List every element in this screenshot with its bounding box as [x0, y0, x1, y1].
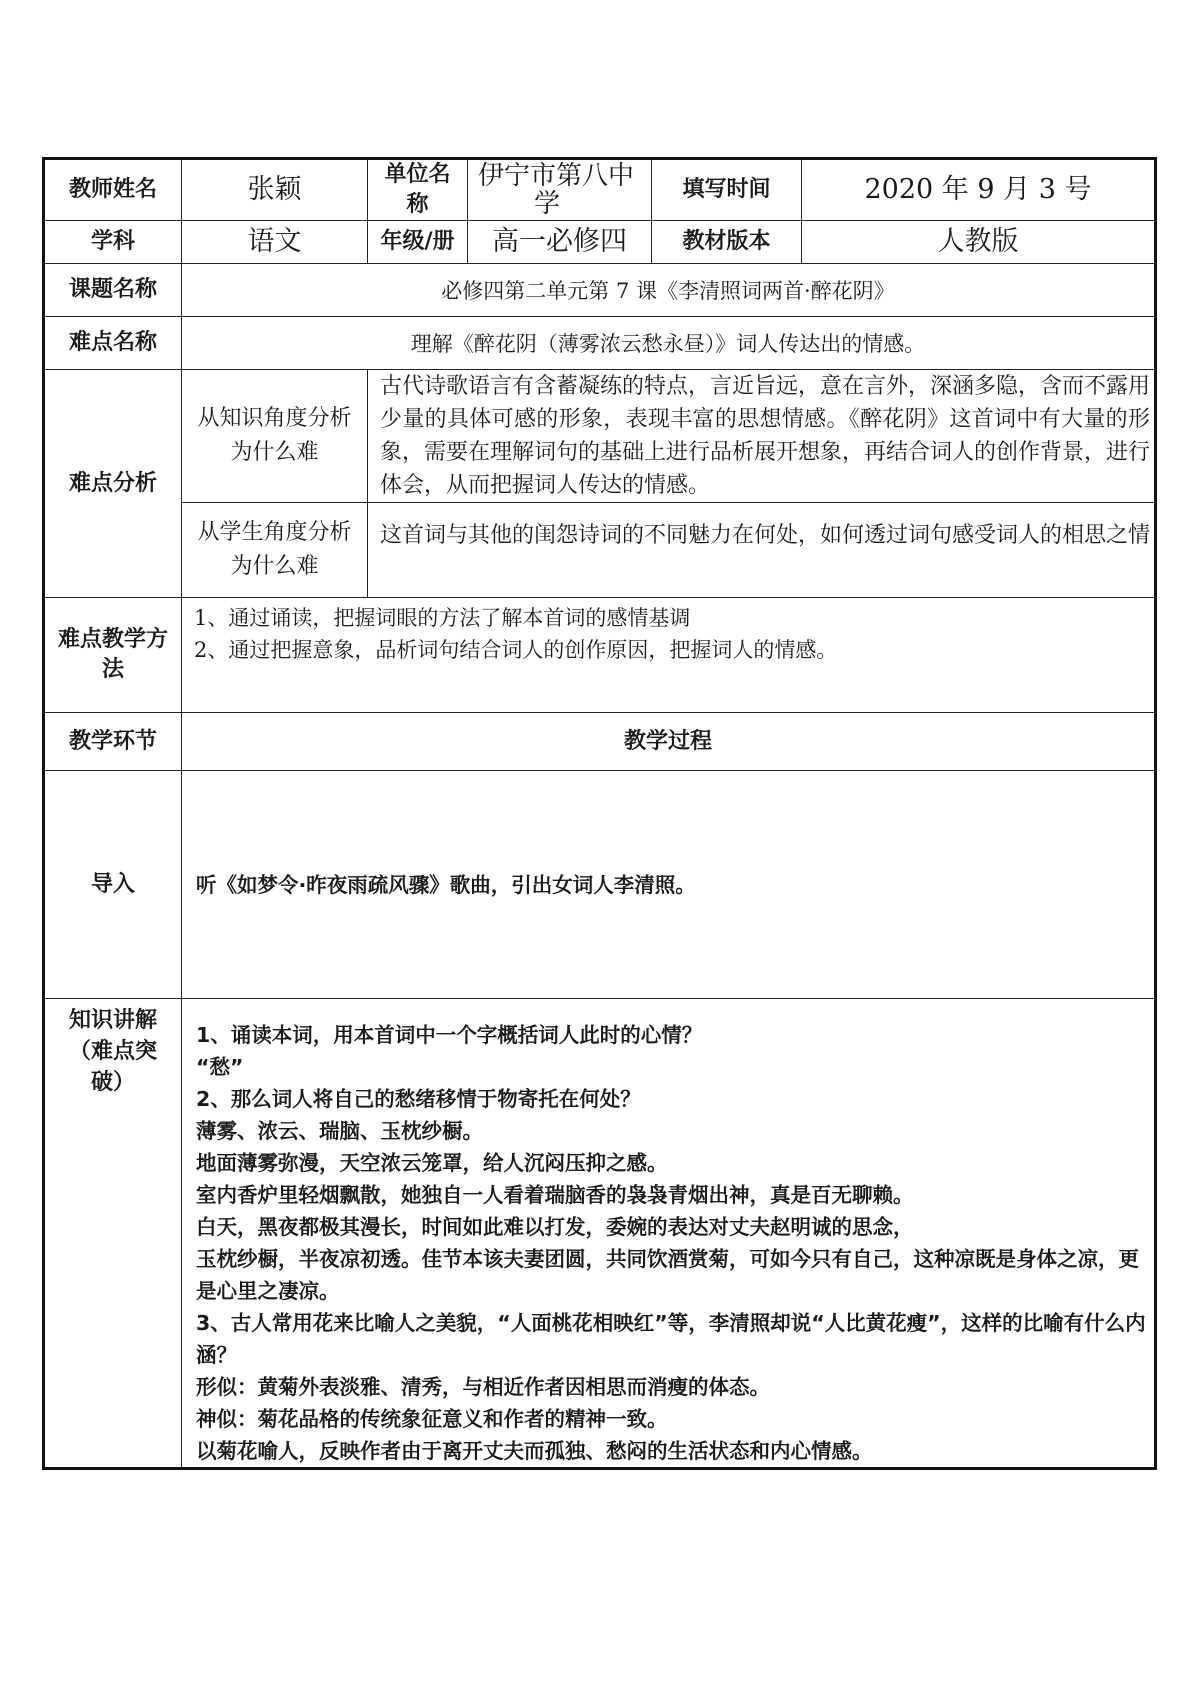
method-row [44, 598, 1156, 713]
knowledge-angle-text: 古代诗歌语言有含蓄凝练的特点，言近旨远，意在言外，深涵多隐，含而不露用少量的具体可感的形象，表现丰富的思想情感。《醉花阴》这首词中有大量的形象，需要在理解词句的基础上进行品析展开想象，再结合词人的创作背景，进行体会，从而把握词人传达的情感。 [368, 370, 1156, 503]
unit-value-line1: 伊宁市第八中 [478, 161, 635, 191]
knowledge-line: 以菊花喻人，反映作者由于离开丈夫而孤独、愁闷的生活状态和内心情感。 [196, 1439, 873, 1463]
subject-label: 学科 [44, 221, 182, 264]
knowledge-label [44, 999, 182, 1469]
knowledge-line: 白天，黑夜都极其漫长，时间如此难以打发，委婉的表达对丈夫赵明诚的思念， [196, 1215, 914, 1239]
date-label: 填写时间 [652, 159, 802, 221]
edition-label: 教材版本 [652, 221, 802, 264]
date-value: 2020 年 9 月 3 号 [802, 159, 1156, 221]
method-label-line2: 法 [101, 657, 124, 682]
lesson-plan-table [42, 157, 1157, 1470]
topic-row [44, 264, 1156, 317]
knowledge-line: 神似：菊花品格的传统象征意义和作者的精神一致。 [196, 1407, 668, 1431]
header-row-2 [44, 221, 1156, 264]
difficulty-row [44, 317, 1156, 370]
header-row-1 [44, 159, 1156, 221]
knowledge-content [182, 999, 1156, 1469]
knowledge-line: 室内香炉里轻烟飘散，她独自一人看着瑞脑香的袅袅青烟出神，真是百无聊赖。 [196, 1183, 914, 1207]
knowledge-row [44, 999, 1156, 1469]
knowledge-label-line2: （难点突 [68, 1039, 157, 1064]
method-label [44, 598, 182, 713]
unit-value-line2: 学 [534, 189, 561, 219]
knowledge-line: 1、诵读本词，用本首词中一个字概括词人此时的心情？ [196, 1023, 703, 1047]
topic-value: 必修四第二单元第 7 课《李清照词两首·醉花阴》 [182, 264, 1156, 317]
knowledge-line: “愁” [196, 1055, 244, 1079]
grade-value: 高一必修四 [468, 221, 652, 264]
knowledge-angle-label [182, 370, 368, 503]
knowledge-label-line1: 知识讲解 [68, 1008, 157, 1033]
intro-row [44, 771, 1156, 999]
student-angle-text: 这首词与其他的闺怨诗词的不同魅力在何处，如何透过词句感受词人的相思之情 [368, 503, 1156, 598]
student-angle-label [182, 503, 368, 598]
student-angle-line2: 为什么难 [230, 554, 319, 579]
method-item: 2、通过把握意象，品析词句结合词人的创作原因，把握词人的情感。 [194, 638, 838, 662]
intro-label: 导入 [44, 771, 182, 999]
stage-label: 教学环节 [44, 713, 182, 771]
teacher-name: 张颖 [182, 159, 368, 221]
process-header-row [44, 713, 1156, 771]
analysis-label: 难点分析 [44, 370, 182, 598]
topic-label: 课题名称 [44, 264, 182, 317]
knowledge-angle-line1: 从知识角度分析 [197, 406, 352, 431]
knowledge-line: 薄雾、浓云、瑞脑、玉枕纱橱。 [196, 1119, 483, 1143]
unit-label [368, 159, 468, 221]
method-label-line1: 难点教学方 [57, 627, 168, 652]
grade-label: 年级/册 [368, 221, 468, 264]
difficulty-label: 难点名称 [44, 317, 182, 370]
knowledge-angle-line2: 为什么难 [230, 440, 319, 465]
teacher-label: 教师姓名 [44, 159, 182, 221]
edition-value: 人教版 [802, 221, 1156, 264]
knowledge-label-line3: 破） [90, 1070, 135, 1095]
process-label: 教学过程 [182, 713, 1156, 771]
knowledge-line: 2、那么词人将自己的愁绪移情于物寄托在何处？ [196, 1087, 641, 1111]
unit-value [468, 159, 652, 221]
intro-text: 听《如梦令·昨夜雨疏风骤》歌曲，引出女词人李清照。 [182, 771, 1156, 999]
knowledge-line: 玉枕纱橱，半夜凉初透。佳节本该夫妻团圆，共同饮酒赏菊，可如今只有自己，这种凉既是身体之凉，更是心里之凄凉。 [196, 1247, 1139, 1303]
knowledge-line: 地面薄雾弥漫，天空浓云笼罩，给人沉闷压抑之感。 [196, 1151, 668, 1175]
method-item: 1、通过诵读，把握词眼的方法了解本首词的感情基调 [194, 606, 691, 630]
unit-label-line1: 单位名 [384, 162, 451, 187]
subject-value: 语文 [182, 221, 368, 264]
method-content [182, 598, 1156, 713]
analysis-student-row [44, 503, 1156, 598]
student-angle-line1: 从学生角度分析 [197, 520, 352, 545]
unit-label-line2: 称 [406, 192, 429, 217]
analysis-knowledge-row [44, 370, 1156, 503]
knowledge-line: 形似：黄菊外表淡雅、清秀，与相近作者因相思而消瘦的体态。 [196, 1375, 770, 1399]
knowledge-line: 3、古人常用花来比喻人之美貌，“人面桃花相映红”等，李清照却说“人比黄花瘦”，这样的比喻有什么内涵？ [196, 1311, 1146, 1367]
difficulty-value: 理解《醉花阴（薄雾浓云愁永昼）》词人传达出的情感。 [182, 317, 1156, 370]
